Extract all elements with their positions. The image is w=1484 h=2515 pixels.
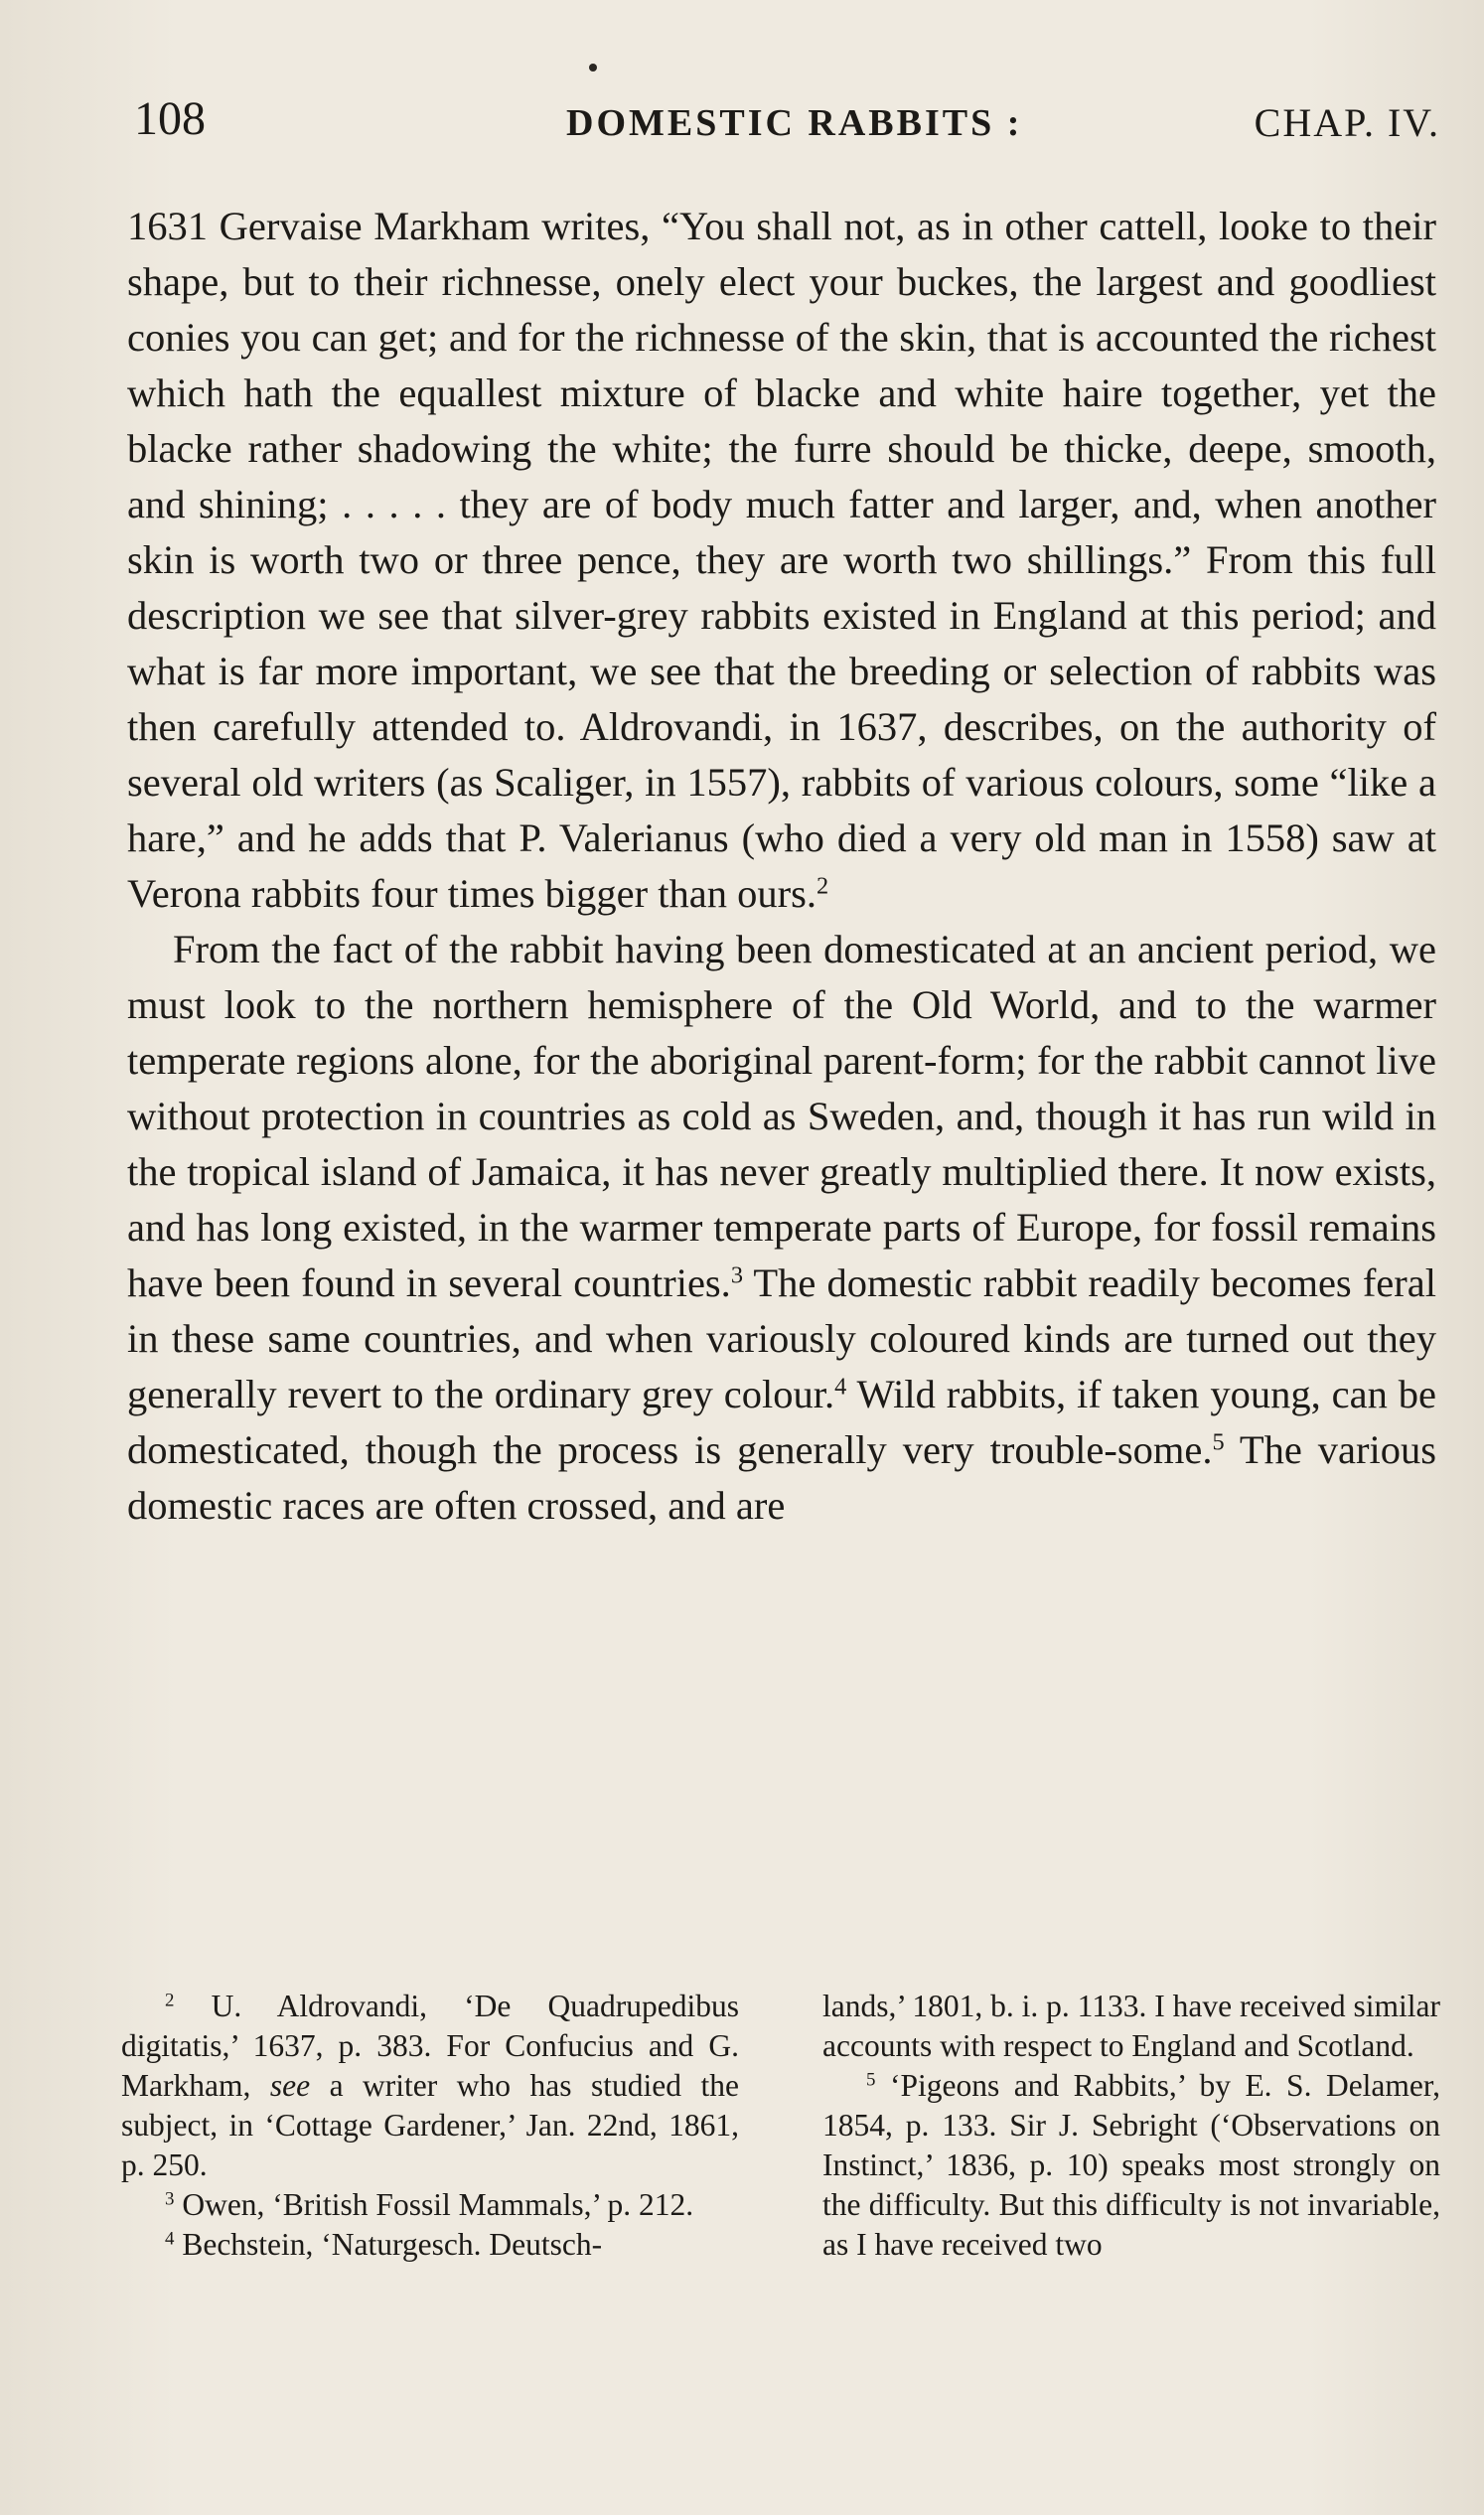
footnote-2-text-b: a writer who has studied the subject, in ‘Cottage Gardener,’ Jan. 22nd, 1861, p. 250. (121, 2068, 739, 2182)
footnote-ref-3: 3 (730, 1261, 743, 1289)
page-number: 108 (134, 92, 206, 145)
footnotes-left-column (121, 1987, 739, 2265)
footnote-3-text: Owen, ‘British Fossil Mammals,’ p. 212. (174, 2187, 694, 2222)
footnote-5-text: ‘Pigeons and Rabbits,’ by E. S. Delamer, 1854, p. 133. Sir J. Sebright (‘Observations on Instinct,’ 1836, p. 10) speaks most strongly on the difficulty. But this difficulty is not invariable, as I have received two (822, 2068, 1440, 2262)
footnote-5-mark: 5 (866, 2069, 876, 2091)
paragraph-2-text-c: Wild rabbits, if taken young, can be domesticated, though the process is generally very trouble-some. (127, 1372, 1436, 1472)
footnote-2-mark: 2 (165, 1990, 175, 2011)
paragraph-2-text-a: From the fact of the rabbit having been domesticated at an ancient period, we must look to the northern hemisphere of the Old World, and to the warmer temperate regions alone, for the aboriginal parent-form; for the rabbit cannot live without protection in countries as cold as Sweden, and, though it has run wild in the tropical island of Jamaica, it has never greatly multiplied there. It now exists, and has long existed, in the warmer temperate parts of Europe, for fossil remains have been found in several countries. (127, 927, 1436, 1305)
footnote-5 (822, 2066, 1440, 2265)
footnote-2-see: see (269, 2068, 311, 2103)
footnote-4-text: Bechstein, ‘Naturgesch. Deutsch- (174, 2227, 603, 2262)
running-header (134, 91, 1440, 161)
paragraph-2 (127, 922, 1436, 1534)
paragraph-1 (127, 199, 1436, 922)
paragraph-2-text-d: The various domestic races are often crossed, and are (127, 1427, 1436, 1528)
footnote-2-text-a: U. Aldrovandi, ‘De Quadrupedibus digitatis,’ 1637, p. 383. For Confucius and G. Markham, (121, 1989, 739, 2103)
running-title: DOMESTIC RABBITS : (566, 102, 1023, 144)
footnote-3 (121, 2185, 739, 2225)
chapter-label: CHAP. IV. (1254, 100, 1440, 145)
paragraph-1-text: 1631 Gervaise Markham writes, “You shall not, as in other cattell, looke to their shape, but to their richnesse, onely elect your buckes, the largest and goodliest conies you can get; and for the richnesse of the skin, that is accounted the richest which hath the equallest mixture of blacke and white haire together, yet the blacke rather shadowing the white; the furre should be thicke, deepe, smooth, and shining; . . . . . they are of body much fatter and larger, and, when another skin is worth two or three pence, they are worth two shillings.” From this full description we see that silver-grey rabbits existed in England at this period; and what is far more important, we see that the breeding or selection of rabbits was then carefully attended to. Aldrovandi, in 1637, describes, on the authority of several old writers (as Scaliger, in 1557), rabbits of various colours, some “like a hare,” and he adds that P. Valerianus (who died a very old man in 1558) saw at Verona rabbits four times bigger than ours. (127, 204, 1436, 916)
footnote-ref-4: 4 (834, 1373, 847, 1401)
footnote-3-mark: 3 (165, 2188, 175, 2210)
ink-speck (589, 64, 597, 72)
main-text (127, 199, 1436, 1534)
footnote-4-continued: lands,’ 1801, b. i. p. 1133. I have received similar accounts with respect to England and Scotland. (822, 1989, 1440, 2063)
footnote-ref-5: 5 (1212, 1428, 1225, 1456)
footnotes (121, 1987, 1440, 2265)
paragraph-2-text-b: The domestic rabbit readily becomes feral in these same countries, and when variously coloured kinds are turned out they generally revert to the ordinary grey colour. (127, 1260, 1436, 1416)
footnote-ref-2: 2 (816, 872, 829, 900)
footnote-4-mark: 4 (165, 2228, 175, 2250)
footnotes-right-column (822, 1987, 1440, 2265)
footnote-2 (121, 1987, 739, 2185)
footnote-4 (121, 2225, 739, 2265)
